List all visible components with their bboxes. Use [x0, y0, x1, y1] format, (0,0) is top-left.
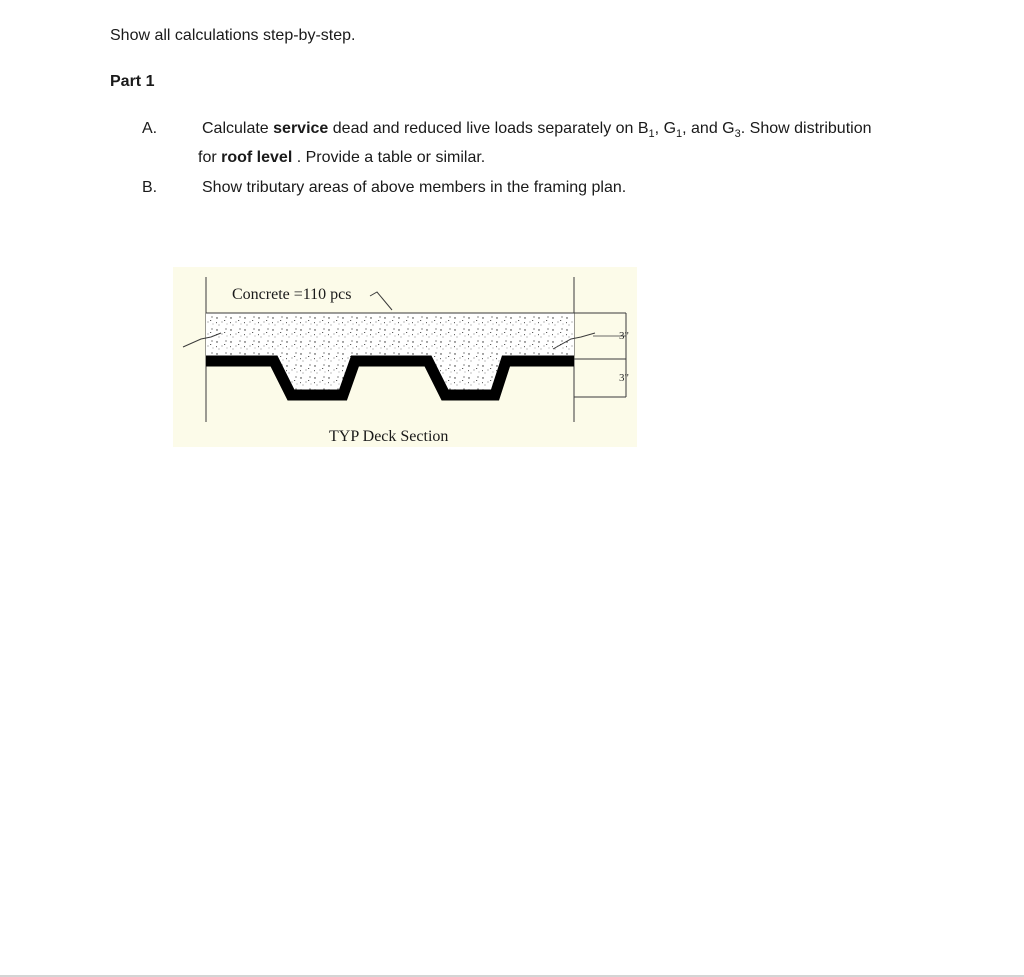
item-a-text: . Provide a table or similar.	[292, 149, 486, 166]
deck-section-figure	[173, 267, 637, 447]
item-a-line-1	[202, 118, 871, 145]
dimension-label-top: 3"	[619, 330, 629, 342]
subscript: 1	[676, 128, 683, 141]
service-emphasis: service	[273, 120, 329, 137]
figure-caption: TYP Deck Section	[329, 428, 449, 445]
item-b-text: Show tributary areas of above members in the framing plan.	[202, 179, 627, 196]
part-heading: Part 1	[110, 73, 155, 90]
subscript: 3	[734, 128, 741, 141]
concrete-fill	[206, 313, 574, 393]
item-a-text: for	[198, 149, 222, 166]
item-a-line-2	[198, 147, 485, 169]
item-a-text: , G	[654, 120, 677, 137]
concrete-label: Concrete =110 pcs	[232, 286, 352, 303]
roof-level-emphasis: roof level	[221, 149, 293, 166]
steel-deck-profile	[206, 361, 574, 395]
item-b-marker: B.	[142, 179, 158, 196]
item-a-text: . Show distribution	[740, 120, 872, 137]
deck-section-drawing	[173, 267, 637, 447]
item-a-text: dead and reduced live loads separately on B	[328, 120, 649, 137]
item-a-marker: A.	[142, 120, 158, 137]
dimension-label-bottom: 3"	[619, 372, 629, 384]
item-a-text: , and G	[682, 120, 735, 137]
label-leader-line	[370, 292, 392, 310]
instructions-text: Show all calculations step-by-step.	[110, 27, 356, 44]
item-a-text: Calculate	[202, 120, 274, 137]
subscript: 1	[648, 128, 655, 141]
